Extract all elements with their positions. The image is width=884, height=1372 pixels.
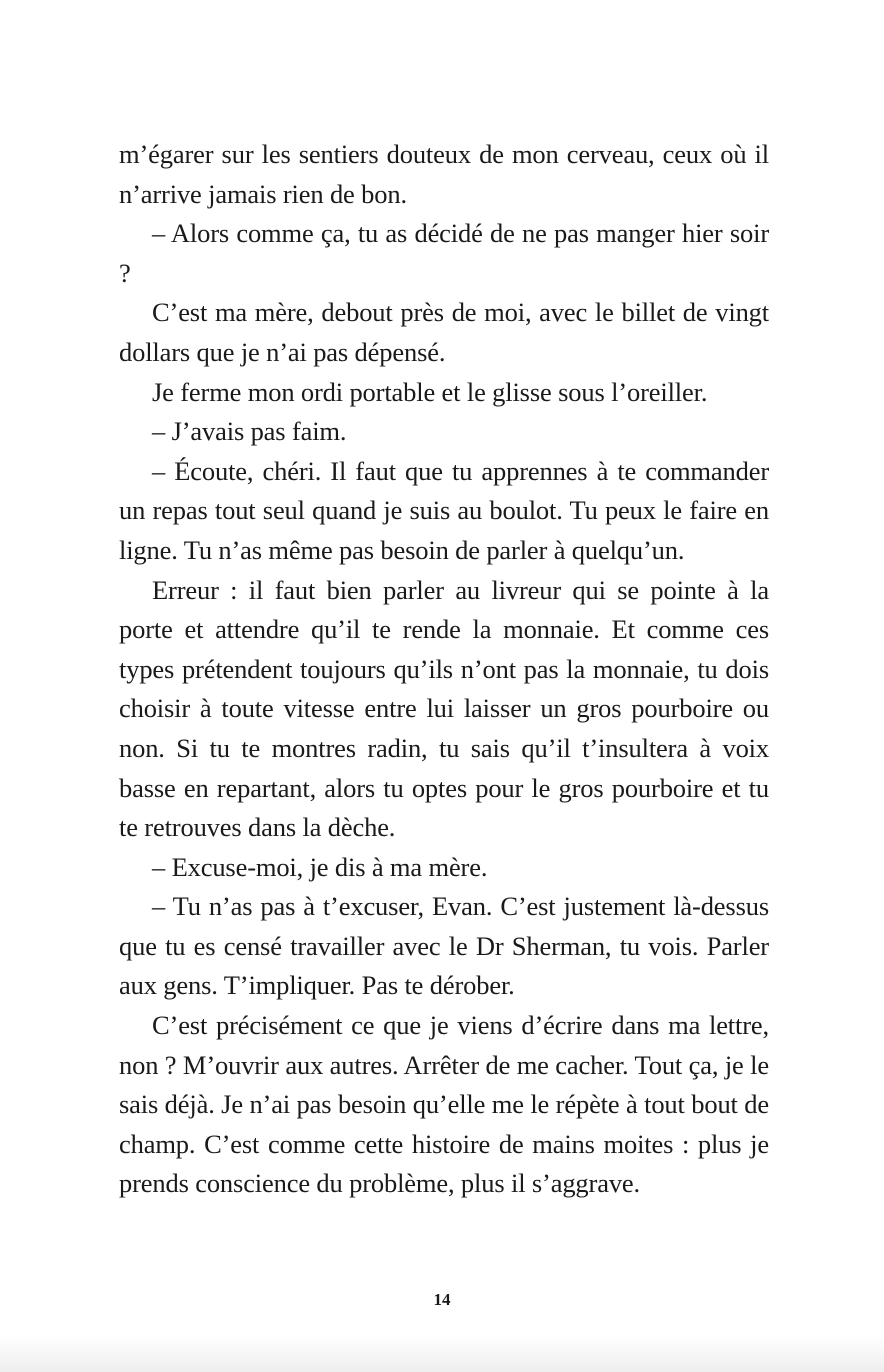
page-bottom-shadow bbox=[0, 1336, 884, 1372]
paragraph-dialogue: – Écoute, chéri. Il faut que tu apprennes à te commander un repas tout seul quand je suis au boulot. Tu peux le faire en ligne. Tu n’as même pas besoin de parler à quelqu’un. bbox=[119, 455, 769, 565]
paragraph-dialogue: – Tu n’as pas à t’excuser, Evan. C’est justement là-dessus que tu es censé travailler avec le Dr Sherman, tu vois. Parler aux gens. T’impliquer. Pas te dérober. bbox=[119, 891, 769, 1001]
paragraph-narration: Erreur : il faut bien parler au livreur qui se pointe à la porte et attendre qu’il te rende la monnaie. Et comme ces types prétendent toujours qu’ils n’ont pas la monnaie, tu dois choisir à toute vitesse entre lui laisser un gros pourboire ou non. Si tu te montres radin, tu sais qu’il t’insultera à voix basse en repartant, alors tu optes pour le gros pourboire et tu te retrouves dans la dèche. bbox=[119, 574, 769, 843]
paragraph-narration: Je ferme mon ordi portable et le glisse sous l’oreiller. bbox=[152, 376, 708, 407]
paragraph-narration: C’est ma mère, debout près de moi, avec le billet de vingt dollars que je n’ai pas dépensé. bbox=[119, 297, 769, 367]
page-number: 14 bbox=[433, 1290, 451, 1309]
paragraph-dialogue: – J’avais pas faim. bbox=[152, 416, 347, 447]
paragraph-dialogue: – Excuse-moi, je dis à ma mère. bbox=[152, 851, 488, 882]
paragraph-continuation: m’égarer sur les sentiers douteux de mon cerveau, ceux où il n’arrive jamais rien de bon. bbox=[119, 139, 769, 209]
paragraph-narration: C’est précisément ce que je viens d’écrire dans ma lettre, non ? M’ouvrir aux autres. Arrêter de me cacher. Tout ça, je le sais déjà. Je n’ai pas besoin qu’elle me le répète à tout bout de champ. C’est comme cette histoire de mains moites : plus je prends conscience du problème, plus il s’aggrave. bbox=[119, 1010, 769, 1199]
page-body bbox=[119, 135, 769, 1204]
paragraph-dialogue: – Alors comme ça, tu as décidé de ne pas manger hier soir ? bbox=[119, 218, 769, 288]
